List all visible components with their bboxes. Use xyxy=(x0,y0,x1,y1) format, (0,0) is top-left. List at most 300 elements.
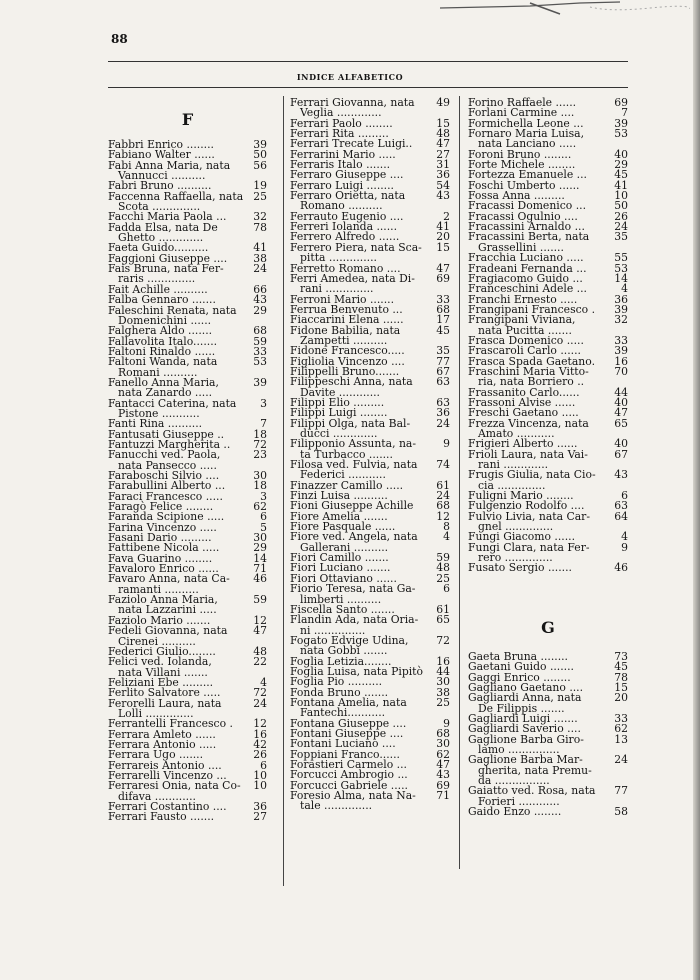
entry-name: Gaeta Bruna ........ xyxy=(468,649,568,663)
page-number: 88 xyxy=(111,32,128,46)
header-rule-bottom xyxy=(108,87,628,88)
entry-name: Faranda Scipione ..... xyxy=(108,510,225,524)
entry-name: Faltoni Wanda, nata Romani .......... xyxy=(108,355,218,379)
entry-name: Ferrauto Eugenio .... xyxy=(290,209,404,223)
entry-name: Fontani Luciano .... xyxy=(290,737,396,751)
entry-name: Fidone Francesco..... xyxy=(290,344,405,358)
entry-name: Gaglione Barba Mar- gherita, nata Premu- da ................ xyxy=(468,753,592,787)
entry-page-number: 35 xyxy=(614,230,628,244)
index-entry xyxy=(290,460,450,481)
entry-page-number: 32 xyxy=(253,210,267,224)
entry-page-number: 77 xyxy=(614,784,628,798)
entry-name: Faziolo Mario ....... xyxy=(108,613,211,627)
entry-page-number: 53 xyxy=(614,127,628,141)
entry-name: Ferrara Amleto ...... xyxy=(108,727,216,741)
entry-name: Gaido Enzo ........ xyxy=(468,804,562,818)
index-entry xyxy=(468,786,628,807)
entry-page-number: 6 xyxy=(443,582,450,596)
entry-page-number: 15 xyxy=(436,240,450,254)
index-entry xyxy=(108,812,267,822)
entry-page-number: 30 xyxy=(436,737,450,751)
entry-name: Franchi Ernesto ..... xyxy=(468,292,578,306)
entry-name: Filippeschi Anna, nata Davite ............ xyxy=(290,375,413,399)
entry-name: Ferretto Romano .... xyxy=(290,261,401,275)
entry-name: Farina Vincenzo ..... xyxy=(108,520,217,534)
entry-name: Farabullini Alberto ... xyxy=(108,479,226,493)
entry-name: Fontana Giuseppe .... xyxy=(290,716,407,730)
entry-name: Frezza Vincenza, nata Amato ........... xyxy=(468,416,589,440)
entry-name: Fungi Clara, nata Fer- rero .............. xyxy=(468,540,590,565)
entry-name: Ferrari Trecate Luigi.. xyxy=(290,137,413,151)
entry-name: Ferraro Orietta, nata Romano .......... xyxy=(290,189,406,213)
entry-name: Falba Gennaro ....... xyxy=(108,293,216,307)
index-entry xyxy=(468,732,628,756)
entry-page-number: 73 xyxy=(614,649,628,663)
entry-name: Ferrero Piera, nata Sca- pitta .............. xyxy=(290,240,422,265)
index-entry xyxy=(108,264,267,285)
index-entry xyxy=(290,323,450,347)
entry-page-number: 71 xyxy=(436,789,450,803)
entry-page-number: 54 xyxy=(436,178,450,192)
entry-page-number: 33 xyxy=(436,292,450,306)
entry-name: Fradeani Fernanda ... xyxy=(468,261,587,275)
entry-page-number: 26 xyxy=(253,748,267,762)
index-entry xyxy=(108,626,267,647)
entry-page-number: 12 xyxy=(253,717,267,731)
entry-page-number: 67 xyxy=(614,447,628,461)
entry-name: Ferrua Benvenuto ... xyxy=(290,302,403,316)
entry-name: Feliziani Ebe ......... xyxy=(108,675,214,689)
entry-name: Frasca Domenico ..... xyxy=(468,333,584,347)
entry-name: Fiore Pasquale ...... xyxy=(290,520,396,534)
entry-name: Frassanito Carlo...... xyxy=(468,385,580,399)
entry-name: Fulvio Livia, nata Car- gnel .............. xyxy=(468,509,590,534)
entry-page-number: 68 xyxy=(436,499,450,513)
entry-name: Fogato Edvige Udina, nata Gobbi ....... xyxy=(290,633,409,658)
entry-name: Gaetani Guido ....... xyxy=(468,660,574,674)
index-entry xyxy=(290,439,450,460)
entry-page-number: 36 xyxy=(253,800,267,813)
entry-name: Fedeli Giovanna, nata Cirenei .......... xyxy=(108,624,228,648)
entry-page-number: 50 xyxy=(253,148,267,162)
entry-page-number: 30 xyxy=(253,469,267,482)
index-entry xyxy=(290,98,450,119)
index-entry xyxy=(468,232,628,253)
entry-page-number: 27 xyxy=(436,147,450,161)
entry-page-number: 7 xyxy=(260,417,267,431)
entry-page-number: 10 xyxy=(614,189,628,203)
entry-name: Faleschini Renata, nata Domenichini ...... xyxy=(108,303,237,327)
entry-page-number: 65 xyxy=(614,416,628,430)
entry-page-number: 59 xyxy=(436,551,450,565)
entry-page-number: 39 xyxy=(614,302,628,316)
entry-page-number: 68 xyxy=(436,726,450,740)
entry-page-number: 50 xyxy=(614,199,628,213)
entry-name: Foroni Bruno ........ xyxy=(468,147,572,161)
entry-page-number: 3 xyxy=(260,396,267,410)
entry-page-number: 36 xyxy=(614,292,628,306)
entry-name: Ferrari Rita ......... xyxy=(290,127,389,141)
entry-name: Fiaccarini Elena ...... xyxy=(290,313,404,327)
entry-page-number: 17 xyxy=(436,313,450,327)
entry-page-number: 16 xyxy=(614,354,628,368)
index-entry xyxy=(468,755,628,786)
entry-page-number: 64 xyxy=(614,509,628,523)
index-entry xyxy=(108,189,267,214)
index-entry xyxy=(108,595,267,616)
entry-name: Foglia Pio .......... xyxy=(290,675,383,689)
entry-page-number: 4 xyxy=(443,530,450,544)
entry-name: Fragiacomo Guido ... xyxy=(468,271,583,285)
entry-page-number: 47 xyxy=(436,137,450,151)
entry-name: Gagliardi Saverio .... xyxy=(468,722,581,736)
entry-page-number: 29 xyxy=(253,541,267,555)
entry-name: Filippelli Bruno....... xyxy=(290,364,400,378)
entry-page-number: 48 xyxy=(436,561,450,575)
entry-name: Foglia Luisa, nata Pipitò xyxy=(290,664,424,678)
entry-name: Foglia Letizia........ xyxy=(290,654,392,668)
index-entry xyxy=(108,220,267,245)
entry-page-number: 30 xyxy=(436,675,450,689)
entry-name: Fidone Babilia, nata Zampetti .......... xyxy=(290,323,401,347)
index-entry xyxy=(108,357,267,378)
index-entry xyxy=(290,240,450,265)
entry-page-number: 7 xyxy=(621,106,628,120)
entry-name: Fungi Giacomo ...... xyxy=(468,530,576,544)
index-entry xyxy=(108,574,267,595)
entry-page-number: 26 xyxy=(614,209,628,223)
entry-name: Fais Bruna, nata Fer- raris .............. xyxy=(108,262,224,286)
entry-name: Frioli Laura, nata Vai- rani ............. xyxy=(468,447,588,472)
index-entry xyxy=(108,375,267,400)
entry-page-number: 22 xyxy=(253,655,267,669)
entry-page-number: 45 xyxy=(614,168,628,182)
entry-page-number: 35 xyxy=(436,344,450,358)
entry-page-number: 71 xyxy=(253,562,267,576)
entry-name: Ferrari Paolo ........ xyxy=(290,116,393,130)
index-entry xyxy=(468,470,628,491)
entry-name: Formichella Leone ... xyxy=(468,116,584,130)
entry-name: Faraboschi Silvio .... xyxy=(108,469,220,482)
entry-page-number: 39 xyxy=(253,138,267,151)
entry-name: Filippi Elio ......... xyxy=(290,395,385,409)
entry-name: Fioni Giuseppe Achille xyxy=(290,499,414,513)
entry-name: Fiore ved. Angela, nata Gallerani .......... xyxy=(290,530,418,554)
entry-page-number: 67 xyxy=(436,364,450,378)
entry-name: Faragò Felice ........ xyxy=(108,500,214,514)
index-entry xyxy=(468,693,628,714)
entry-name: Ferreri Iolanda ...... xyxy=(290,220,398,234)
entry-page-number: 53 xyxy=(253,355,267,369)
index-entry xyxy=(468,416,628,440)
index-entry xyxy=(108,396,267,420)
entry-page-number: 24 xyxy=(436,416,450,430)
entry-page-number: 47 xyxy=(436,758,450,771)
running-head: INDICE ALFABETICO xyxy=(296,72,404,82)
entry-name: Frasca Spada Gaetano. xyxy=(468,354,595,368)
entry-name: Fornaro Maria Luisa, nata Lanciano ..... xyxy=(468,127,585,151)
entry-name: Ferroni Mario ....... xyxy=(290,292,395,306)
entry-page-number: 4 xyxy=(621,282,628,296)
entry-page-number: 9 xyxy=(443,716,450,730)
entry-page-number: 43 xyxy=(436,189,450,203)
entry-page-number: 25 xyxy=(436,571,450,585)
index-entry xyxy=(468,315,628,336)
entry-page-number: 69 xyxy=(436,271,450,285)
index-entry xyxy=(290,791,450,812)
entry-page-number: 24 xyxy=(436,489,450,503)
entry-name: Figliolia Vincenzo .... xyxy=(290,354,405,368)
index-entry xyxy=(468,509,628,534)
entry-name: Fattibene Nicola ..... xyxy=(108,541,220,555)
entry-name: Flandin Ada, nata Oria- ni ............... xyxy=(290,613,419,637)
entry-page-number: 6 xyxy=(621,489,628,503)
entry-page-number: 40 xyxy=(614,147,628,161)
entry-page-number: 46 xyxy=(253,572,267,586)
entry-page-number: 25 xyxy=(436,695,450,709)
entry-name: Frigieri Alberto ...... xyxy=(468,437,578,451)
entry-page-number: 42 xyxy=(253,737,267,751)
entry-name: Fracassini Berta, nata Grassellini ....... xyxy=(468,230,590,254)
index-entry xyxy=(468,447,628,472)
entry-name: Fadda Elsa, nata De Ghetto ............. xyxy=(108,220,218,245)
entry-page-number: 66 xyxy=(253,282,267,296)
entry-name: Fuligni Mario ........ xyxy=(468,489,574,503)
index-entry xyxy=(290,615,450,636)
entry-page-number: 8 xyxy=(443,520,450,534)
entry-name: Faltoni Rinaldo ...... xyxy=(108,344,216,358)
index-entry xyxy=(290,584,450,605)
entry-name: Gagliardi Anna, nata De Filippis ....... xyxy=(468,691,582,715)
entry-page-number: 29 xyxy=(614,158,628,172)
entry-name: Faziolo Anna Maria, nata Lazzarini ..... xyxy=(108,593,218,617)
entry-page-number: 10 xyxy=(253,779,267,793)
entry-page-number: 31 xyxy=(436,158,450,172)
entry-page-number: 43 xyxy=(436,768,450,782)
scan-edge-shadow xyxy=(693,0,700,980)
entry-name: Fabri Bruno .......... xyxy=(108,179,212,193)
entry-name: Favaloro Enrico ...... xyxy=(108,562,219,576)
entry-page-number: 36 xyxy=(436,406,450,420)
entry-page-number: 40 xyxy=(614,395,628,409)
entry-page-number: 41 xyxy=(614,178,628,192)
entry-page-number: 48 xyxy=(253,644,267,658)
entry-name: Frangipani Viviana, nata Pucitta ....... xyxy=(468,313,576,337)
entry-name: Ferrara Antonio ..... xyxy=(108,737,217,751)
entry-name: Frascaroli Carlo ...... xyxy=(468,344,581,358)
entry-page-number: 72 xyxy=(253,686,267,700)
index-entry xyxy=(290,377,450,398)
entry-name: Fracassi Domenico ... xyxy=(468,199,587,213)
entry-name: Frassoni Alvise ...... xyxy=(468,395,576,409)
entry-name: Fantusati Giuseppe .. xyxy=(108,427,225,441)
entry-name: Fontana Amelia, nata Fantechi........... xyxy=(290,695,407,720)
entry-name: Ferraris Italo ....... xyxy=(290,158,391,172)
entry-page-number: 14 xyxy=(614,271,628,285)
entry-name: Faccenna Raffaella, nata Scota .............. xyxy=(108,189,244,214)
entry-page-number: 5 xyxy=(260,520,267,534)
entry-name: Fortezza Emanuele ... xyxy=(468,168,587,182)
entry-page-number: 33 xyxy=(614,711,628,725)
entry-page-number: 32 xyxy=(614,313,628,327)
entry-page-number: 4 xyxy=(621,530,628,544)
entry-page-number: 39 xyxy=(614,344,628,358)
entry-name: Ferraro Giuseppe .... xyxy=(290,168,404,182)
entry-name: Fanti Rina .......... xyxy=(108,417,203,431)
index-entry xyxy=(290,416,450,440)
entry-name: Fanello Anna Maria, nata Zanardo ..... xyxy=(108,375,219,400)
entry-page-number: 69 xyxy=(614,96,628,109)
entry-page-number: 20 xyxy=(436,230,450,244)
index-entry xyxy=(290,191,450,212)
entry-page-number: 24 xyxy=(614,220,628,234)
index-entry xyxy=(468,804,628,818)
index-entry xyxy=(290,695,450,720)
entry-page-number: 63 xyxy=(614,499,628,513)
entry-name: Fabbri Enrico ........ xyxy=(108,138,214,151)
entry-page-number: 46 xyxy=(614,561,628,575)
entry-name: Fiscella Santo ....... xyxy=(290,602,395,616)
entry-name: Franceschini Adele ... xyxy=(468,282,587,296)
entry-name: Fiori Ottaviano ...... xyxy=(290,571,397,585)
entry-page-number: 16 xyxy=(436,654,450,668)
entry-name: Ferri Amedea, nata Di- rani .............. xyxy=(290,271,415,296)
entry-page-number: 29 xyxy=(253,303,267,317)
entry-page-number: 12 xyxy=(436,509,450,523)
entry-page-number: 78 xyxy=(253,220,267,234)
index-entry xyxy=(468,563,628,573)
entry-page-number: 33 xyxy=(253,344,267,358)
index-column-2 xyxy=(290,98,450,812)
entry-page-number: 62 xyxy=(614,722,628,736)
entry-page-number: 55 xyxy=(614,251,628,265)
entry-name: Ferlito Salvatore ..... xyxy=(108,686,221,700)
entry-name: Forte Michele ........ xyxy=(468,158,576,172)
entry-page-number: 19 xyxy=(253,179,267,193)
entry-name: Faggioni Giuseppe .... xyxy=(108,251,228,265)
entry-page-number: 25 xyxy=(253,189,267,203)
entry-page-number: 36 xyxy=(436,168,450,182)
entry-page-number: 15 xyxy=(436,116,450,130)
entry-name: Fallavolita Italo....... xyxy=(108,334,218,348)
entry-page-number: 38 xyxy=(253,251,267,265)
entry-name: Foschi Umberto ...... xyxy=(468,178,580,192)
entry-page-number: 23 xyxy=(253,448,267,462)
entry-name: Frugis Giulia, nata Cio- cia .............. xyxy=(468,468,596,492)
entry-page-number: 62 xyxy=(253,500,267,514)
entry-name: Gaiatto ved. Rosa, nata Forieri ............ xyxy=(468,784,596,808)
entry-page-number: 39 xyxy=(614,116,628,130)
entry-page-number: 14 xyxy=(253,551,267,565)
entry-name: Faraci Francesco ..... xyxy=(108,489,223,503)
entry-page-number: 56 xyxy=(253,158,267,172)
entry-name: Ferrari Fausto ....... xyxy=(108,810,215,824)
column-divider xyxy=(283,96,284,886)
entry-name: Fusato Sergio ....... xyxy=(468,561,572,575)
entry-name: Fasani Dario ......... xyxy=(108,531,212,545)
index-entry xyxy=(108,657,267,678)
entry-page-number: 59 xyxy=(253,593,267,607)
entry-name: Forastieri Carmelo ... xyxy=(290,758,407,771)
entry-name: Ferorelli Laura, nata Lolli .............. xyxy=(108,696,222,720)
entry-name: Ferrero Alfredo ...... xyxy=(290,230,400,244)
entry-page-number: 41 xyxy=(436,220,450,234)
scan-smudge xyxy=(440,0,690,20)
entry-page-number: 61 xyxy=(436,602,450,616)
entry-page-number: 27 xyxy=(253,810,267,824)
entry-page-number: 40 xyxy=(614,437,628,451)
entry-page-number: 15 xyxy=(614,680,628,694)
entry-page-number: 3 xyxy=(260,489,267,503)
section-letter: F xyxy=(181,110,194,129)
entry-name: Fracassini Arnaldo ... xyxy=(468,220,585,234)
entry-page-number: 12 xyxy=(253,613,267,627)
index-entry xyxy=(290,532,450,553)
entry-page-number: 48 xyxy=(436,127,450,141)
entry-name: Gagliano Gaetano .... xyxy=(468,680,584,694)
entry-name: Ferrareis Antonio .... xyxy=(108,758,222,772)
entry-page-number: 24 xyxy=(253,696,267,710)
entry-name: Fait Achille .......... xyxy=(108,282,208,296)
entry-name: Favaro Anna, nata Ca- ramanti .......... xyxy=(108,572,230,596)
index-entry xyxy=(108,158,267,183)
entry-name: Federici Giulio........ xyxy=(108,644,216,658)
entry-name: Fulgenzio Rodolfo .... xyxy=(468,499,585,513)
entry-page-number: 61 xyxy=(436,478,450,492)
entry-name: Frangipani Francesco . xyxy=(468,302,596,316)
entry-page-number: 53 xyxy=(614,261,628,275)
index-entry xyxy=(468,364,628,389)
entry-page-number: 72 xyxy=(253,437,267,451)
index-column-3 xyxy=(468,98,628,817)
entry-page-number: 68 xyxy=(436,302,450,316)
entry-page-number: 62 xyxy=(436,747,450,761)
index-entry xyxy=(468,129,628,150)
entry-name: Fiorio Teresa, nata Ga- limberti .......... xyxy=(290,582,416,606)
entry-name: Filippi Olga, nata Bal- ducci ............. xyxy=(290,416,411,440)
entry-name: Gagliardi Luigi ....... xyxy=(468,711,578,725)
entry-name: Fantuzzi Margherita .. xyxy=(108,437,231,451)
entry-page-number: 9 xyxy=(621,540,628,554)
entry-name: Faeta Guido.......... xyxy=(108,241,209,255)
entry-name: Ferrari Giovanna, nata Veglia ............. xyxy=(290,96,415,120)
entry-name: Gaglione Barba Giro- lamo ............... xyxy=(468,732,584,756)
entry-page-number: 38 xyxy=(436,685,450,699)
index-entry xyxy=(108,696,267,720)
entry-name: Foppiani Franco...... xyxy=(290,747,400,761)
entry-name: Foresio Alma, nata Na- tale .............. xyxy=(290,789,416,813)
entry-name: Fanucchi ved. Paola, nata Pansecco ..... xyxy=(108,448,221,472)
entry-page-number: 72 xyxy=(436,633,450,647)
entry-name: Forcucci Gabriele ..... xyxy=(290,778,408,792)
entry-name: Fonda Bruno ....... xyxy=(290,685,389,699)
entry-name: Fracchia Luciano ..... xyxy=(468,251,584,265)
entry-name: Fiore Amelia ....... xyxy=(290,509,388,523)
index-column-1 xyxy=(108,98,267,823)
section-letter: G xyxy=(541,617,555,637)
entry-name: Finzi Luisa .......... xyxy=(290,489,388,503)
entry-name: Fava Guarino ........ xyxy=(108,551,213,565)
entry-name: Filosa ved. Fulvia, nata Federici ........... xyxy=(290,458,418,482)
entry-name: Filipponio Assunta, na- ta Turbacco ....... xyxy=(290,437,416,461)
index-entry xyxy=(290,271,450,296)
entry-page-number: 18 xyxy=(253,479,267,493)
entry-page-number: 59 xyxy=(253,334,267,348)
entry-name: Freschi Gaetano ..... xyxy=(468,406,579,420)
entry-name: Fiori Luciano ....... xyxy=(290,561,391,575)
entry-page-number: 6 xyxy=(260,510,267,524)
entry-page-number: 9 xyxy=(443,437,450,451)
